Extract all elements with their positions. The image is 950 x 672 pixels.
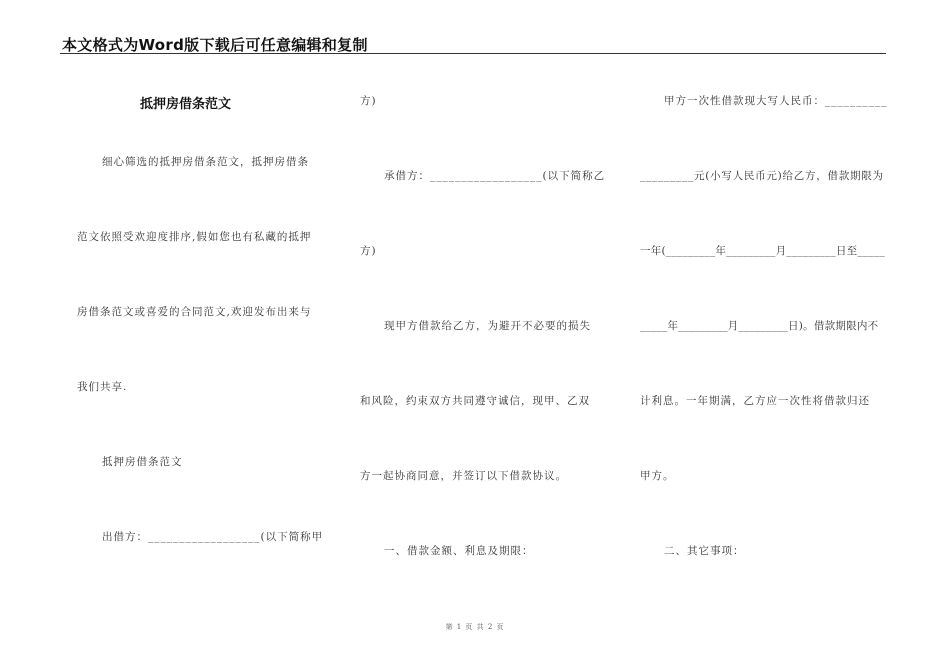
col3-line-6: 甲方。: [640, 470, 675, 482]
col1-line-5: 抵押房借条范文: [102, 456, 183, 468]
col2-line-5: 和风险，约束双方共同遵守诚信，现甲、乙双: [360, 395, 590, 407]
header-divider: [60, 53, 886, 54]
col3-line-1: 甲方一次性借款现大写人民币：__________: [664, 95, 888, 107]
page-number: 第 1 页 共 2 页: [445, 623, 505, 631]
col3-line-3: 一年(_________年_________月_________日至_____: [640, 245, 885, 257]
col2-line-1: 方): [360, 95, 377, 107]
col1-line-4: 我们共享.: [77, 381, 128, 393]
col2-line-4: 现甲方借款给乙方，为避开不必要的损失: [384, 320, 591, 332]
col3-line-5: 计利息。一年期满，乙方应一次性将借款归还: [640, 395, 870, 407]
col2-line-3: 方): [360, 245, 377, 257]
col3-line-2: _________元(小写人民币元)给乙方，借款期限为: [640, 170, 884, 182]
col1-line-3: 房借条范文或喜爱的合同范文,欢迎发布出来与: [77, 306, 312, 318]
col2-line-6: 方一起协商同意，并签订以下借款协议。: [360, 470, 567, 482]
col3-line-4: _____年_________月_________日)。借款期限内不: [640, 320, 879, 332]
col3-line-7: 二、其它事项：: [664, 545, 745, 557]
document-title: 抵押房借条范文: [140, 97, 232, 112]
col2-line-2: 承借方：__________________(以下简称乙: [384, 170, 606, 182]
col1-line-6: 出借方：__________________(以下简称甲: [102, 531, 324, 543]
col1-line-2: 范文依照受欢迎度排序,假如您也有私藏的抵押: [77, 231, 312, 243]
page-header-title: 本文格式为Word版下载后可任意编辑和复制: [62, 36, 368, 54]
col1-line-1: 细心筛选的抵押房借条范文，抵押房借条: [102, 156, 309, 168]
col2-line-7: 一、借款金额、利息及期限：: [384, 545, 534, 557]
